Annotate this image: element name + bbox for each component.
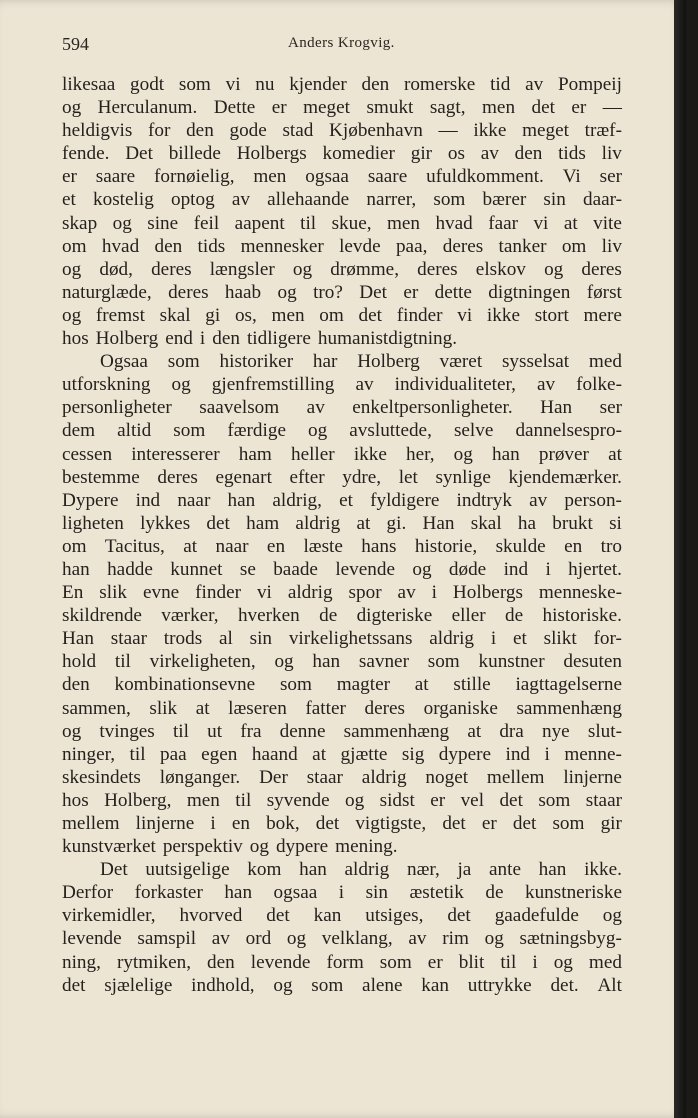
page-header <box>62 34 622 56</box>
text-line: kunstværket perspektiv og dypere mening. <box>62 836 398 858</box>
text-line: og død, deres længsler og drømme, deres elskov og deres <box>62 258 622 280</box>
text-line: hos Holberg, men til syvende og sidst er vel det som staar <box>62 789 622 811</box>
text-line: den kombinationsevne som magter at stille iagttagelserne <box>62 674 622 696</box>
text-line: mellem linjerne i en bok, det vigtigste, det er det som gir <box>62 813 622 834</box>
text-line: Han staar trods al sin virkelighetssans aldrig i et slikt for- <box>62 628 622 650</box>
text-line: han hadde kunnet se baade levende og døde ind i hjertet. <box>62 558 622 580</box>
text-line: ligheten lykkes det ham aldrig at gi. Han skal ha brukt si <box>62 512 622 534</box>
text-line: og fremst skal gi os, men om det finder vi ikke stort mere <box>62 304 622 326</box>
text-line: skildrende værker, hverken de digteriske eller de historiske. <box>62 605 622 627</box>
text-line: er saare fornøielig, men ogsaa saare ufuldkomment. Vi ser <box>62 166 622 188</box>
text-line: utforskning og gjenfremstilling av individualiteter, av folke- <box>62 374 622 396</box>
text-line: likesaa godt som vi nu kjender den romerske tid av Pompeij <box>62 74 622 95</box>
text-line: levende samspil av ord og velklang, av rim og sætningsbyg- <box>62 928 622 950</box>
text-line: hos Holberg end i den tidligere humanistdigtning. <box>62 328 458 350</box>
text-line: ning, rytmiken, den levende form som er blit til i og med <box>62 951 622 973</box>
text-line: ninger, til paa egen haand at gjætte sig dypere ind i menne- <box>62 743 622 765</box>
text-line: heldigvis for den gode stad Kjøbenhavn — ikke meget træf- <box>62 120 622 142</box>
page-number: 594 <box>62 34 89 54</box>
text-line: naturglæde, deres haab og tro? Det er dette digtningen først <box>62 281 622 303</box>
book-edge <box>674 0 686 1118</box>
text-line: En slik evne finder vi aldrig spor av i Holbergs menneske- <box>62 582 622 604</box>
text-line: Ogsaa som historiker har Holberg været sysselsat med <box>100 351 622 373</box>
text-line: skesindets lønganger. Der staar aldrig noget mellem linjerne <box>62 766 622 788</box>
text-line: og Herculanum. Dette er meget smukt sagt, men det er — <box>62 97 622 119</box>
text-line: dem altid som færdige og avsluttede, selve dannelsespro- <box>62 420 622 442</box>
text-line: bestemme deres egenart efter ydre, let synlige kjendemærker. <box>62 466 622 488</box>
text-line: Dypere ind naar han aldrig, et fyldigere indtryk av person- <box>62 489 622 511</box>
text-line: om Tacitus, at naar en læste hans historie, skulde en tro <box>62 535 622 557</box>
text-line: fende. Det billede Holbergs komedier gir os av den tids liv <box>62 143 622 165</box>
text-line: det sjælelige indhold, og som alene kan uttrykke det. Alt <box>62 974 622 996</box>
text-line: cessen interesserer ham heller ikke her, og han prøver at <box>62 443 622 465</box>
text-line: personligheter saavelsom av enkeltpersonligheter. Han ser <box>62 397 622 419</box>
text-line: et kostelig optog av allehaande narrer, som bærer sin daar- <box>62 189 622 211</box>
text-line: om hvad den tids mennesker levde paa, deres tanker om liv <box>62 235 622 257</box>
text-line: virkemidler, hvorved det kan utsiges, det gaadefulde og <box>62 905 622 927</box>
text-line: sammen, slik at læseren fatter deres organiske sammenhæng <box>62 697 622 719</box>
text-line: skap og sine feil aapent til skue, men hvad faar vi at vite <box>62 212 622 234</box>
text-line: og tvinges til ut fra denne sammenhæng at dra nye slut- <box>62 720 622 742</box>
text-line: Det uutsigelige kom han aldrig nær, ja ante han ikke. <box>100 859 622 881</box>
body-text <box>62 73 622 997</box>
text-line: hold til virkeligheten, og han savner som kunstner desuten <box>62 651 622 673</box>
running-head: Anders Krogvig. <box>288 35 395 51</box>
text-line: Derfor forkaster han ogsaa i sin æstetik de kunstneriske <box>62 882 622 904</box>
